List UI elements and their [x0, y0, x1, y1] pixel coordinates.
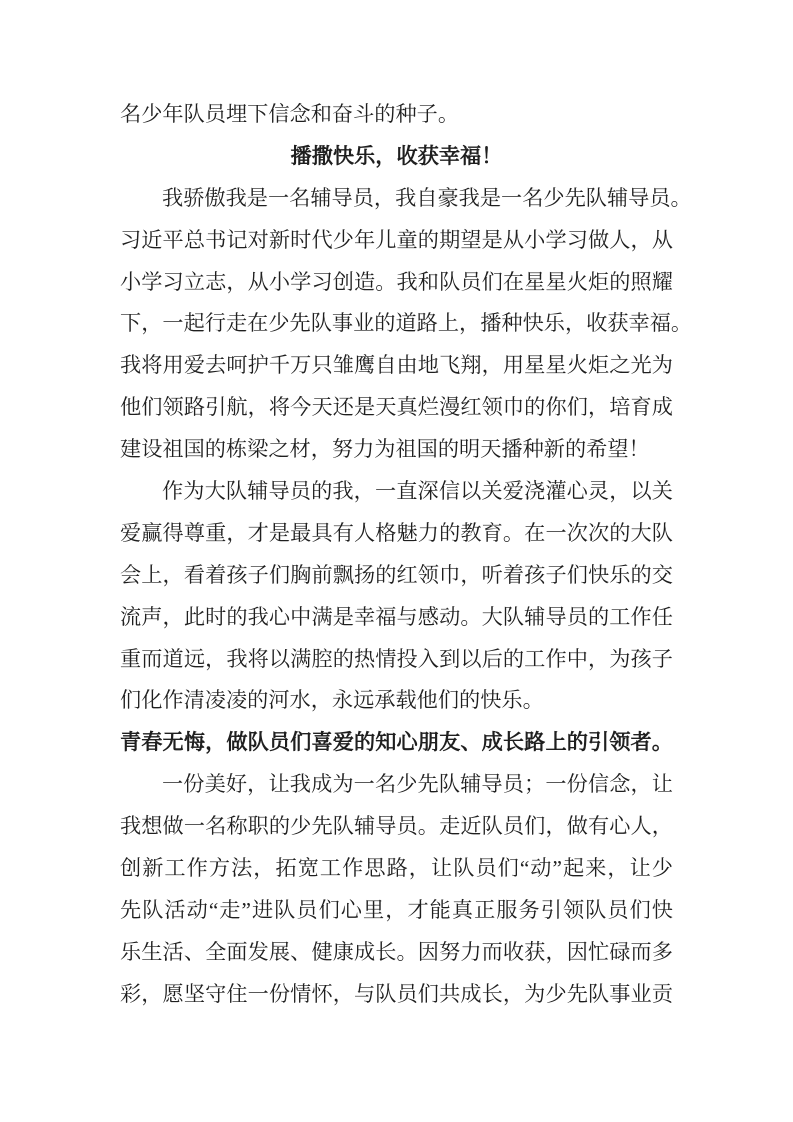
body-text-line: 名少年队员埋下信念和奋斗的种子。	[120, 102, 460, 126]
body-text-line: 彩，愿坚守住一份情怀，与队员们共成长，为少先队事业贡	[120, 981, 673, 1006]
body-text-line: 乐生活、全面发展、健康成长。因努力而收获，因忙碌而多	[120, 939, 673, 964]
body-text-line: 创新工作方法，拓宽工作思路，让队员们“动”起来，让少	[120, 856, 673, 881]
body-text-line: 流声，此时的我心中满是幸福与感动。大队辅导员的工作任	[120, 604, 673, 629]
body-text-line: 会上，看着孩子们胸前飘扬的红领巾，听着孩子们快乐的交	[120, 562, 673, 587]
body-text-line: 我想做一名称职的少先队辅导员。走近队员们，做有心人，	[120, 814, 673, 839]
body-text-line: 下，一起行走在少先队事业的道路上，播种快乐，收获幸福。	[120, 311, 693, 336]
body-text-line: 他们领路引航，将今天还是天真烂漫红领巾的你们，培育成	[120, 395, 673, 420]
body-text-line: 习近平总书记对新时代少年儿童的期望是从小学习做人，从	[120, 227, 673, 252]
body-text-line: 一份美好，让我成为一名少先队辅导员；一份信念，让	[162, 772, 673, 797]
body-text-line: 作为大队辅导员的我，一直深信以关爱浇灌心灵，以关	[162, 479, 673, 504]
section-heading-2: 青春无悔，做队员们喜爱的知心朋友、成长路上的引领者。	[120, 730, 673, 755]
section-heading-1: 播撒快乐，收获幸福！	[290, 143, 503, 168]
body-text-line: 我将用爱去呵护千万只雏鹰自由地飞翔，用星星火炬之光为	[120, 353, 673, 378]
body-text-line: 我骄傲我是一名辅导员，我自豪我是一名少先队辅导员。	[162, 185, 692, 210]
body-text-line: 小学习立志，从小学习创造。我和队员们在星星火炬的照耀	[120, 269, 673, 294]
body-text-line: 建设祖国的栋梁之材，努力为祖国的明天播种新的希望！	[120, 437, 650, 462]
body-text-line: 们化作清凌凌的河水，永远承载他们的快乐。	[120, 688, 544, 713]
body-text-line: 爱赢得尊重，才是最具有人格魅力的教育。在一次次的大队	[120, 520, 673, 545]
body-text-line: 重而道远，我将以满腔的热情投入到以后的工作中，为孩子	[120, 646, 673, 671]
text-block	[120, 94, 693, 1016]
body-text-line: 先队活动“走”进队员们心里，才能真正服务引领队员们快	[120, 897, 673, 922]
